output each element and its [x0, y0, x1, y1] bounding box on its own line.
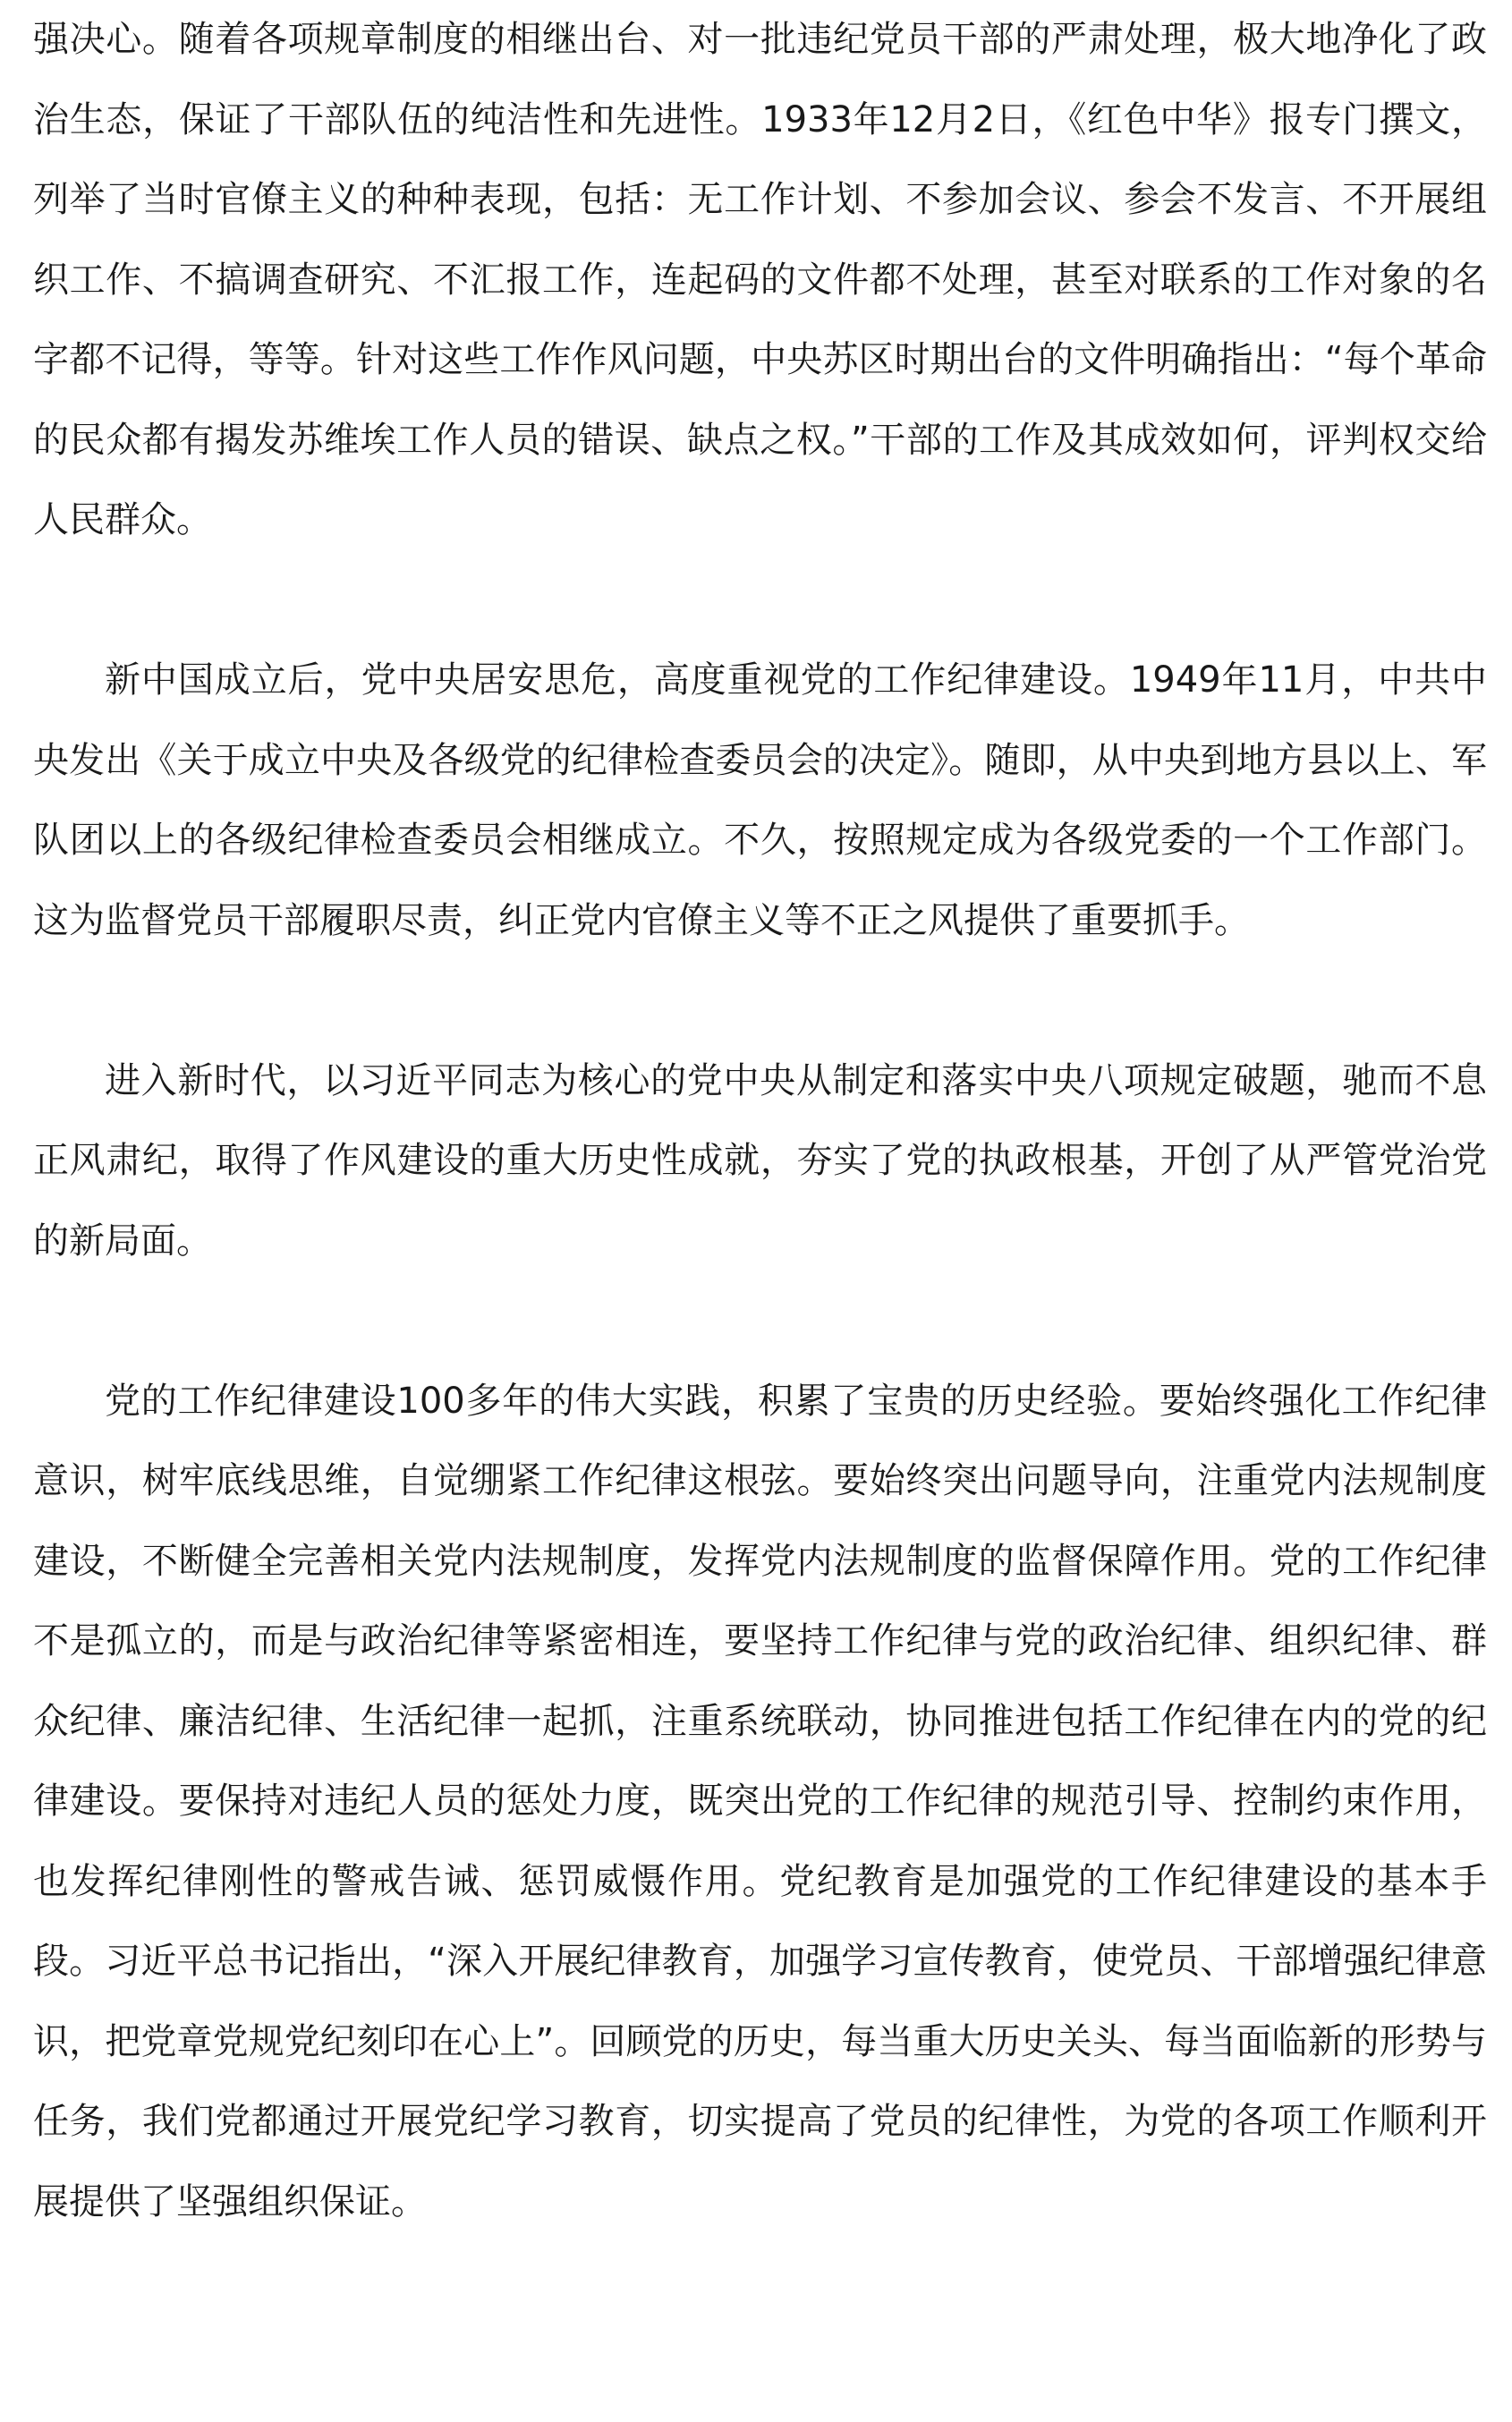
article-paragraph-experience: 党的工作纪律建设100多年的伟大实践，积累了宝贵的历史经验。要始终强化工作纪律意识，树牢底线思维，自觉绷紧工作纪律这根弦。要始终突出问题导向，注重党内法规制度建设，不断健全完善相关党内法规制度，发挥党内法规制度的监督保障作用。党的工作纪律不是孤立的，而是与政治纪律等紧密相连，要坚持工作纪律与党的政治纪律、组织纪律、群众纪律、廉洁纪律、生活纪律一起抓，注重系统联动，协同推进包括工作纪律在内的党的纪律建设。要保持对违纪人员的惩处力度，既突出党的工作纪律的规范引导、控制约束作用，也发挥纪律刚性的警戒告诫、惩罚威慑作用。党纪教育是加强党的工作纪律建设的基本手段。习近平总书记指出，“深入开展纪律教育，加强学习宣传教育，使党员、干部增强纪律意识，把党章党规党纪刻印在心上”。回顾党的历史，每当重大历史关头、每当面临新的形势与任务，我们党都通过开展党纪学习教育，切实提高了党员的纪律性，为党的各项工作顺利开展提供了坚强组织保证。 — [33, 1380, 1487, 2222]
article-body — [33, 0, 1487, 2242]
article-paragraph-new-china: 新中国成立后，党中央居安思危，高度重视党的工作纪律建设。1949年11月，中共中央发出《关于成立中央及各级党的纪律检查委员会的决定》。随即，从中央到地方县以上、军队团以上的各级纪律检查委员会相继成立。不久，按照规定成为各级党委的一个工作部门。这为监督党员干部履职尽责，纠正党内官僚主义等不正之风提供了重要抓手。 — [33, 659, 1487, 941]
article-paragraph-new-era: 进入新时代，以习近平同志为核心的党中央从制定和落实中央八项规定破题，驰而不息正风肃纪，取得了作风建设的重大历史性成就，夯实了党的执政根基，开创了从严管党治党的新局面。 — [33, 1059, 1487, 1262]
article-paragraph-continued: 强决心。随着各项规章制度的相继出台、对一批违纪党员干部的严肃处理，极大地净化了政治生态，保证了干部队伍的纯洁性和先进性。1933年12月2日，《红色中华》报专门撰文，列举了当时官僚主义的种种表现，包括：无工作计划、不参加会议、参会不发言、不开展组织工作、不搞调查研究、不汇报工作，连起码的文件都不处理，甚至对联系的工作对象的名字都不记得，等等。针对这些工作作风问题，中央苏区时期出台的文件明确指出：“每个革命的民众都有揭发苏维埃工作人员的错误、缺点之权。”干部的工作及其成效如何，评判权交给人民群众。 — [33, 19, 1487, 540]
